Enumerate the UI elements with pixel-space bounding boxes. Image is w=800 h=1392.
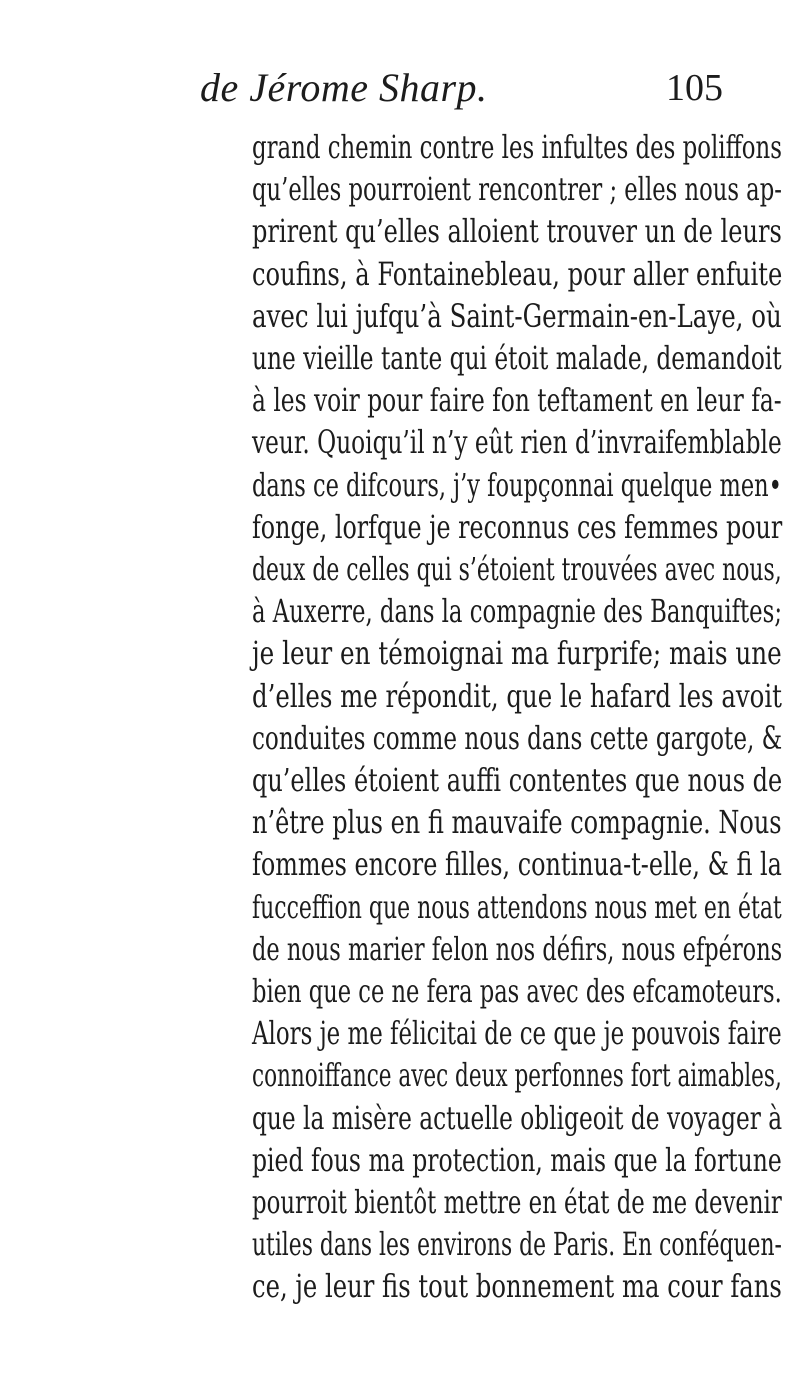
text-line: connoiffance avec deux perfonnes fort aimables, [252, 1056, 782, 1095]
page-number: 105 [666, 67, 723, 109]
text-line: dans ce difcours, j’y foupçonnai quelque men• [252, 465, 782, 504]
text-line: grand chemin contre les infultes des poliffons [252, 128, 782, 166]
text-line: à Auxerre, dans la compagnie des Banquiftes; [252, 592, 782, 631]
text-line: avec lui jufqu’à Saint-Germain-en-Laye, où [252, 296, 782, 335]
text-line: conduites comme nous dans cette gargote, & [252, 718, 783, 757]
text-line: deux de celles qui s’étoient trouvées avec nous, [252, 550, 782, 588]
text-line: fucceffion que nous attendons nous met en état [252, 887, 782, 926]
text-line: que la misère actuelle obligeoit de voyager à [252, 1098, 783, 1137]
text-line: bien que ce ne fera pas avec des efcamoteurs. [252, 972, 782, 1010]
text-line: ce, je leur fis tout bonnement ma cour fans [252, 1267, 782, 1306]
text-line: à les voir pour faire fon teftament en leur fa- [252, 381, 782, 420]
text-line: pourroit bientôt mettre en état de me devenir [252, 1183, 782, 1221]
text-line: n’être plus en fi mauvaife compagnie. Nous [252, 803, 782, 842]
text-line: Alors je me félicitai de ce que je pouvois faire [252, 1014, 782, 1053]
text-line: une vieille tante qui étoit malade, demandoit [252, 339, 782, 377]
text-line: veur. Quoiqu’il n’y eût rien d’invraifemblable [252, 423, 782, 462]
text-line: pied fous ma protection, mais que la fortune [252, 1140, 782, 1179]
text-line: fonge, lorfque je reconnus ces femmes pour [252, 507, 783, 546]
text-line: d’elles me répondit, que le hafard les avoit [252, 676, 782, 715]
text-line: de nous marier felon nos défirs, nous efpérons [252, 929, 783, 968]
text-line: utiles dans les environs de Paris. En conféquen- [252, 1225, 782, 1264]
text-line: prirent qu’elles alloient trouver un de leurs [252, 212, 782, 251]
text-line: je leur en témoignai ma furprife; mais une [252, 634, 782, 673]
text-line: qu’elles pourroient rencontrer ; elles nous ap- [252, 170, 782, 209]
text-line: fommes encore filles, continua-t-elle, & fi la [252, 845, 782, 884]
text-line: coufins, à Fontainebleau, pour aller enfuite [252, 254, 783, 293]
text-line: qu’elles étoient auffi contentes que nous de [252, 761, 783, 799]
running-head: de Jérome Sharp. [200, 65, 488, 110]
